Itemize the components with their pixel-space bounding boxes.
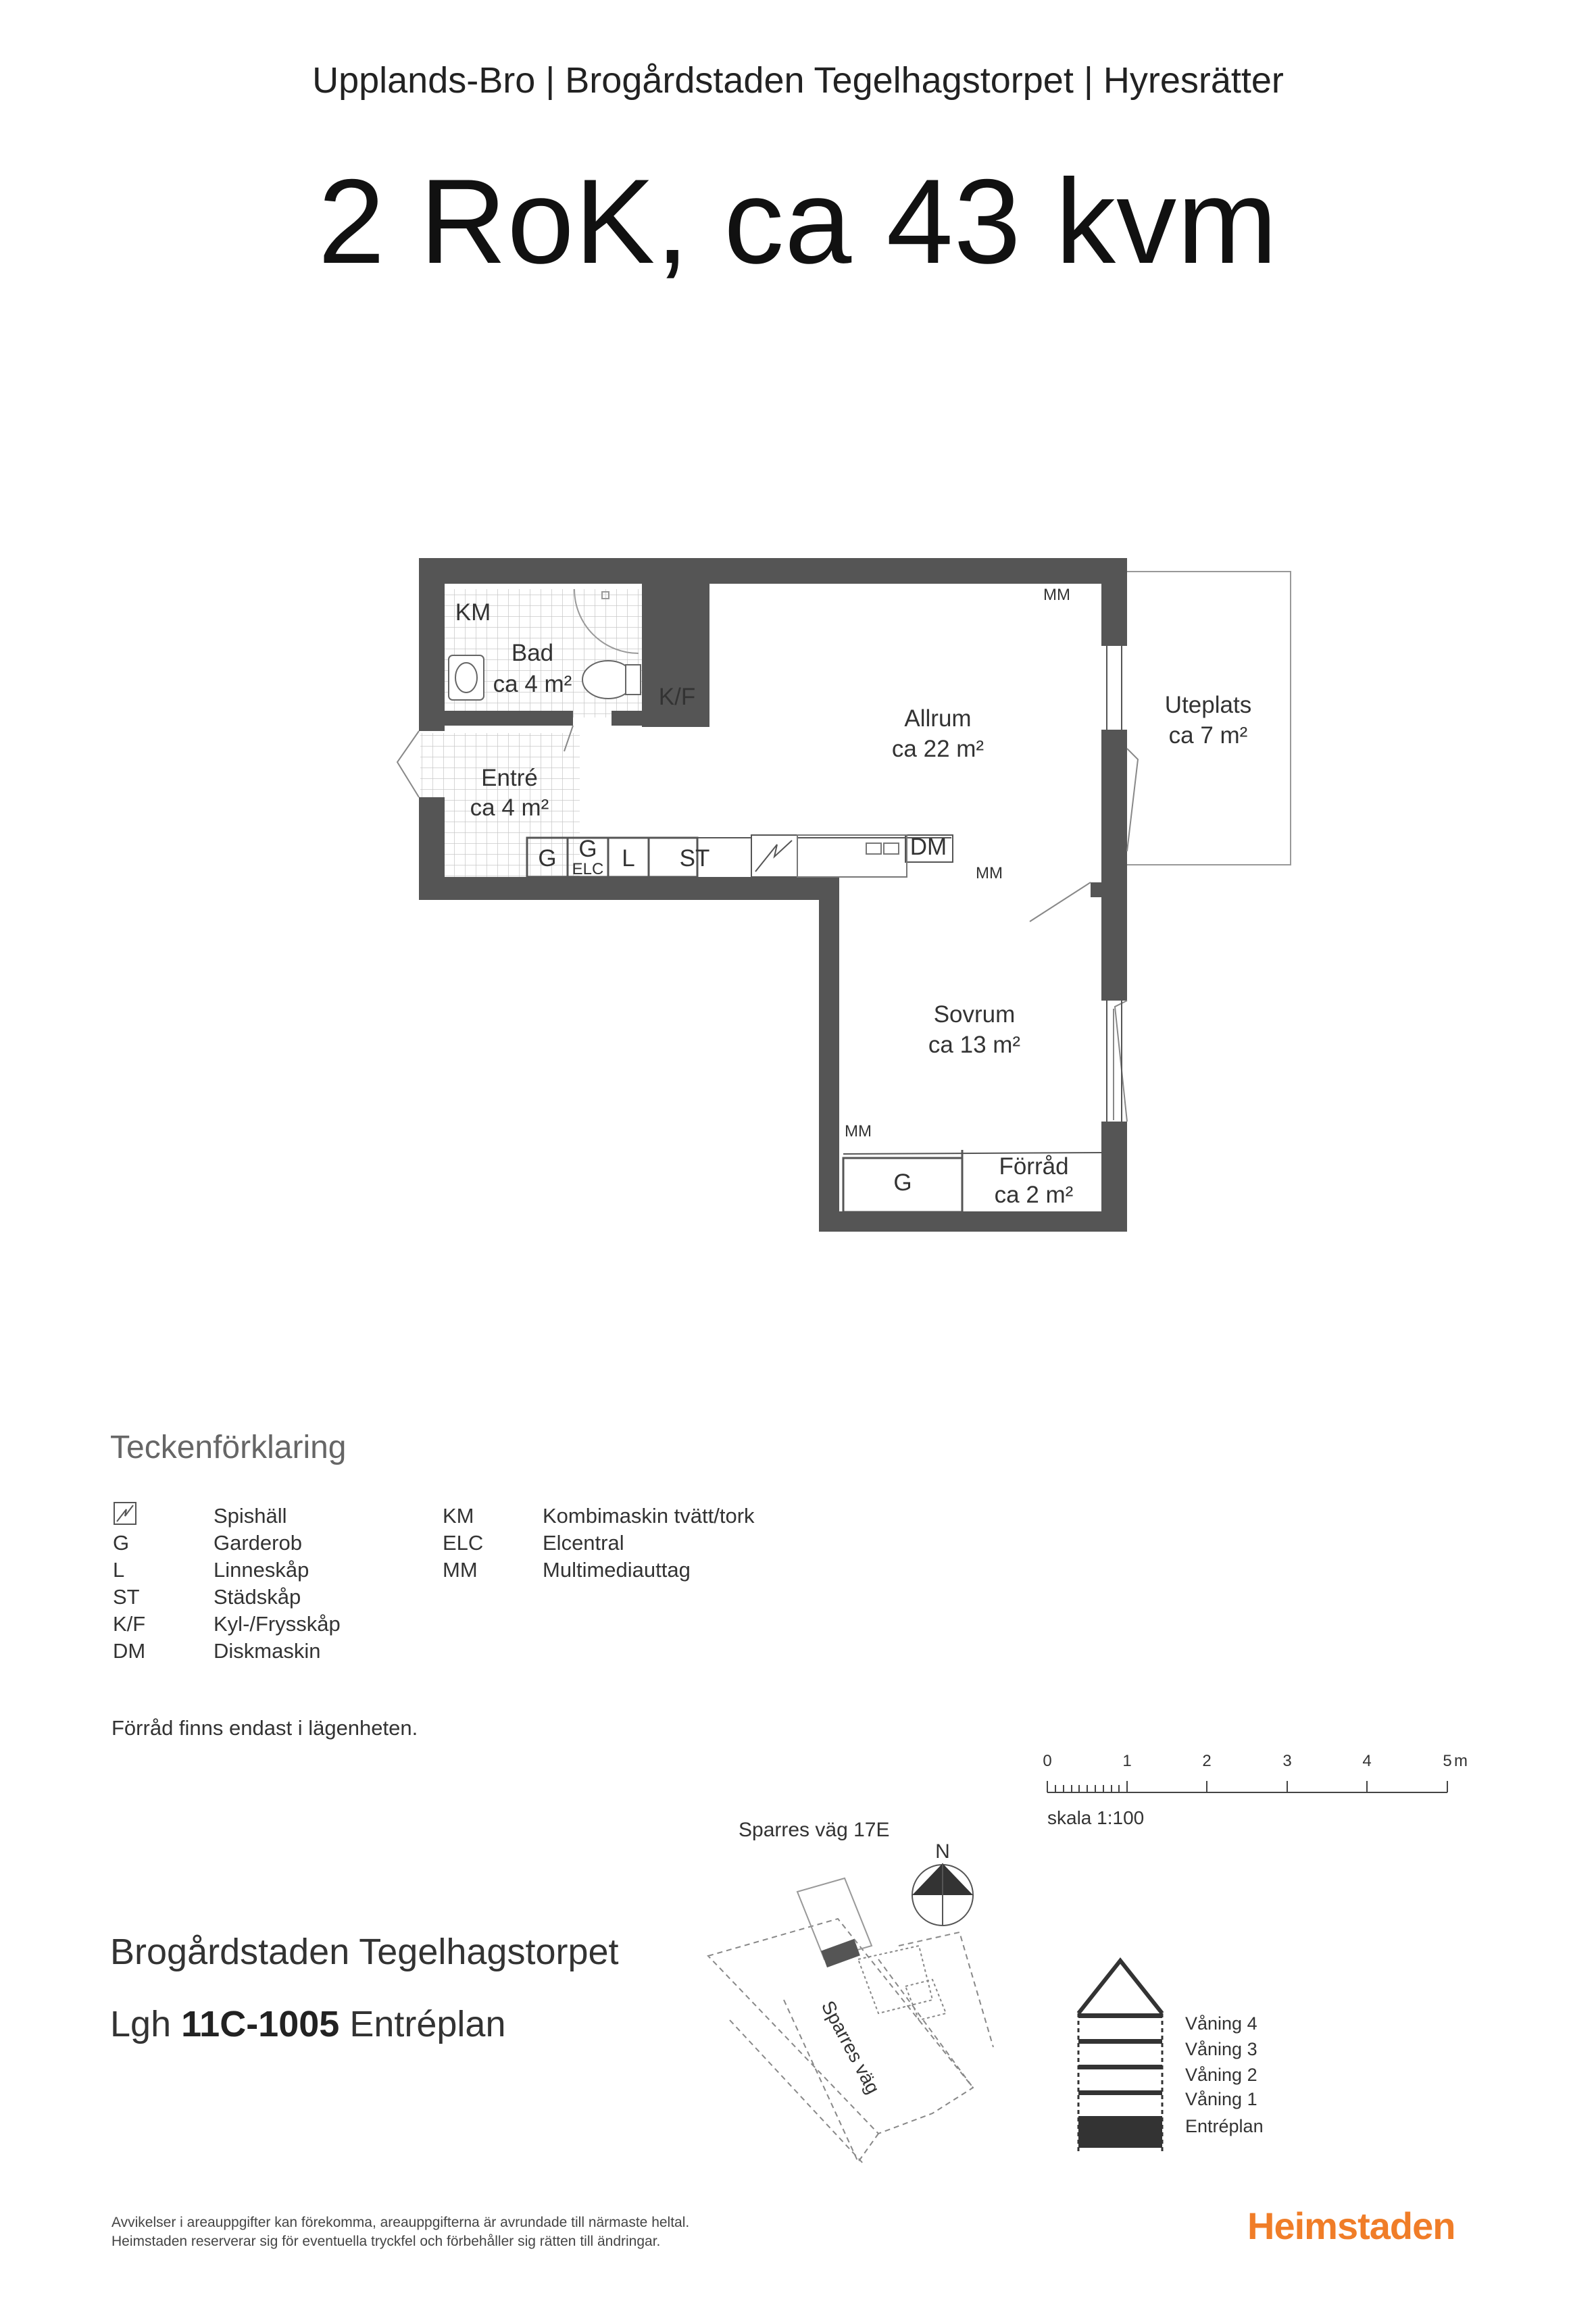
scale-bar — [1047, 1781, 1447, 1792]
symbol-dm: DM — [909, 834, 947, 860]
room-bad-name: Bad — [511, 640, 554, 666]
storage-note: Förråd finns endast i lägenheten. — [111, 1716, 418, 1740]
scale-tick-1: 1 — [1122, 1752, 1132, 1770]
room-uteplats-name: Uteplats — [1164, 692, 1252, 718]
scale-ticks — [1043, 1752, 1468, 1770]
room-allrum-area: ca 22 m² — [891, 736, 984, 762]
symbol-g-3: G — [893, 1169, 912, 1196]
symbol-mm-3: MM — [845, 1122, 872, 1140]
legend-code-st: ST — [113, 1585, 140, 1609]
page-title: 2 RoK, ca 43 kvm — [318, 154, 1278, 288]
legend-code-g: G — [113, 1531, 130, 1555]
legend-code-elc: ELC — [443, 1531, 484, 1555]
legend-code-mm: MM — [443, 1558, 478, 1582]
scale-label: skala 1:100 — [1047, 1807, 1145, 1828]
floor-section-diagram — [1078, 1961, 1162, 2152]
scale-tick-0: 0 — [1043, 1752, 1052, 1770]
project-name: Brogårdstaden Tegelhagstorpet — [110, 1932, 619, 1972]
legend-code-l: L — [113, 1558, 125, 1582]
room-sovrum-area: ca 13 m² — [928, 1032, 1021, 1058]
floor-label-entreplan: Entréplan — [1185, 2116, 1264, 2136]
apartment-number: 11C-1005 — [181, 2004, 340, 2044]
legend-heading: Teckenförklaring — [110, 1430, 347, 1465]
floor-labels — [1185, 2013, 1264, 2136]
legend-label-linneskap: Linneskåp — [214, 1558, 309, 1582]
apartment-prefix: Lgh — [110, 2004, 182, 2044]
legend-label-multimedia: Multimediauttag — [543, 1558, 691, 1582]
floor-label-3: Våning 3 — [1185, 2039, 1257, 2059]
scale-tick-3: 3 — [1282, 1752, 1292, 1770]
apartment-id — [110, 2003, 505, 2045]
room-bad-area: ca 4 m² — [493, 671, 572, 697]
scale-tick-4: 4 — [1362, 1752, 1372, 1770]
room-forrad-name: Förråd — [999, 1153, 1069, 1180]
room-forrad-area: ca 2 m² — [994, 1182, 1074, 1208]
disclaimer-line-2: Heimstaden reserverar sig för eventuella tryckfel och förbehåller sig rätten till ändringar. — [111, 2234, 661, 2249]
legend-code-dm: DM — [113, 1639, 146, 1663]
scale-tick-2: 2 — [1202, 1752, 1212, 1770]
page-subtitle: Upplands-Bro | Brogårdstaden Tegelhagstorpet | Hyresrätter — [312, 60, 1284, 101]
legend-label-diskmaskin: Diskmaskin — [214, 1639, 321, 1663]
symbol-mm-2: MM — [976, 864, 1003, 882]
legend-label-garderob: Garderob — [214, 1531, 302, 1555]
symbol-elc: ELC — [572, 860, 604, 878]
symbol-kf: K/F — [658, 684, 696, 710]
legend-label-spishall: Spishäll — [214, 1504, 287, 1528]
room-uteplats-area: ca 7 m² — [1168, 722, 1248, 749]
legend-label-elcentral: Elcentral — [543, 1531, 624, 1555]
heimstaden-logo: Heimstaden — [1247, 2205, 1455, 2247]
legend-spishall-icon — [113, 1501, 137, 1526]
disclaimer-line-1: Avvikelser i areauppgifter kan förekomma, areauppgifterna är avrundade till närmaste heltal. — [111, 2215, 690, 2230]
floor-label-4: Våning 4 — [1185, 2013, 1257, 2034]
uteplats-outline — [1127, 572, 1291, 865]
site-street-label: Sparres väg — [817, 1997, 884, 2098]
legend-code-kf: K/F — [113, 1612, 146, 1636]
symbol-l: L — [622, 845, 635, 872]
room-allrum-name: Allrum — [904, 705, 972, 732]
legend-code-km: KM — [443, 1504, 474, 1528]
site-address: Sparres väg 17E — [739, 1819, 890, 1841]
north-arrow-icon — [912, 1863, 973, 1926]
symbol-g-1: G — [538, 845, 557, 872]
scale-tick-5: 5 — [1443, 1752, 1452, 1770]
symbol-km: KM — [455, 599, 491, 626]
north-label: N — [935, 1840, 950, 1863]
sink — [449, 655, 484, 700]
room-sovrum-name: Sovrum — [933, 1001, 1016, 1028]
symbol-st: ST — [679, 845, 710, 872]
symbol-mm-1: MM — [1043, 586, 1070, 604]
apartment-suffix: Entréplan — [339, 2004, 506, 2044]
legend-label-kylfrys: Kyl-/Frysskåp — [214, 1612, 341, 1636]
floor-label-2: Våning 2 — [1185, 2065, 1257, 2085]
symbol-g-2: G — [578, 836, 597, 862]
legend-label-stadskap: Städskåp — [214, 1585, 301, 1609]
room-entre-area: ca 4 m² — [470, 795, 549, 821]
room-entre-name: Entré — [481, 765, 538, 791]
legend-label-kombimaskin: Kombimaskin tvätt/tork — [543, 1504, 755, 1528]
building-highlight — [821, 1939, 860, 1967]
floor-label-1: Våning 1 — [1185, 2089, 1257, 2109]
scale-unit: m — [1454, 1752, 1468, 1770]
